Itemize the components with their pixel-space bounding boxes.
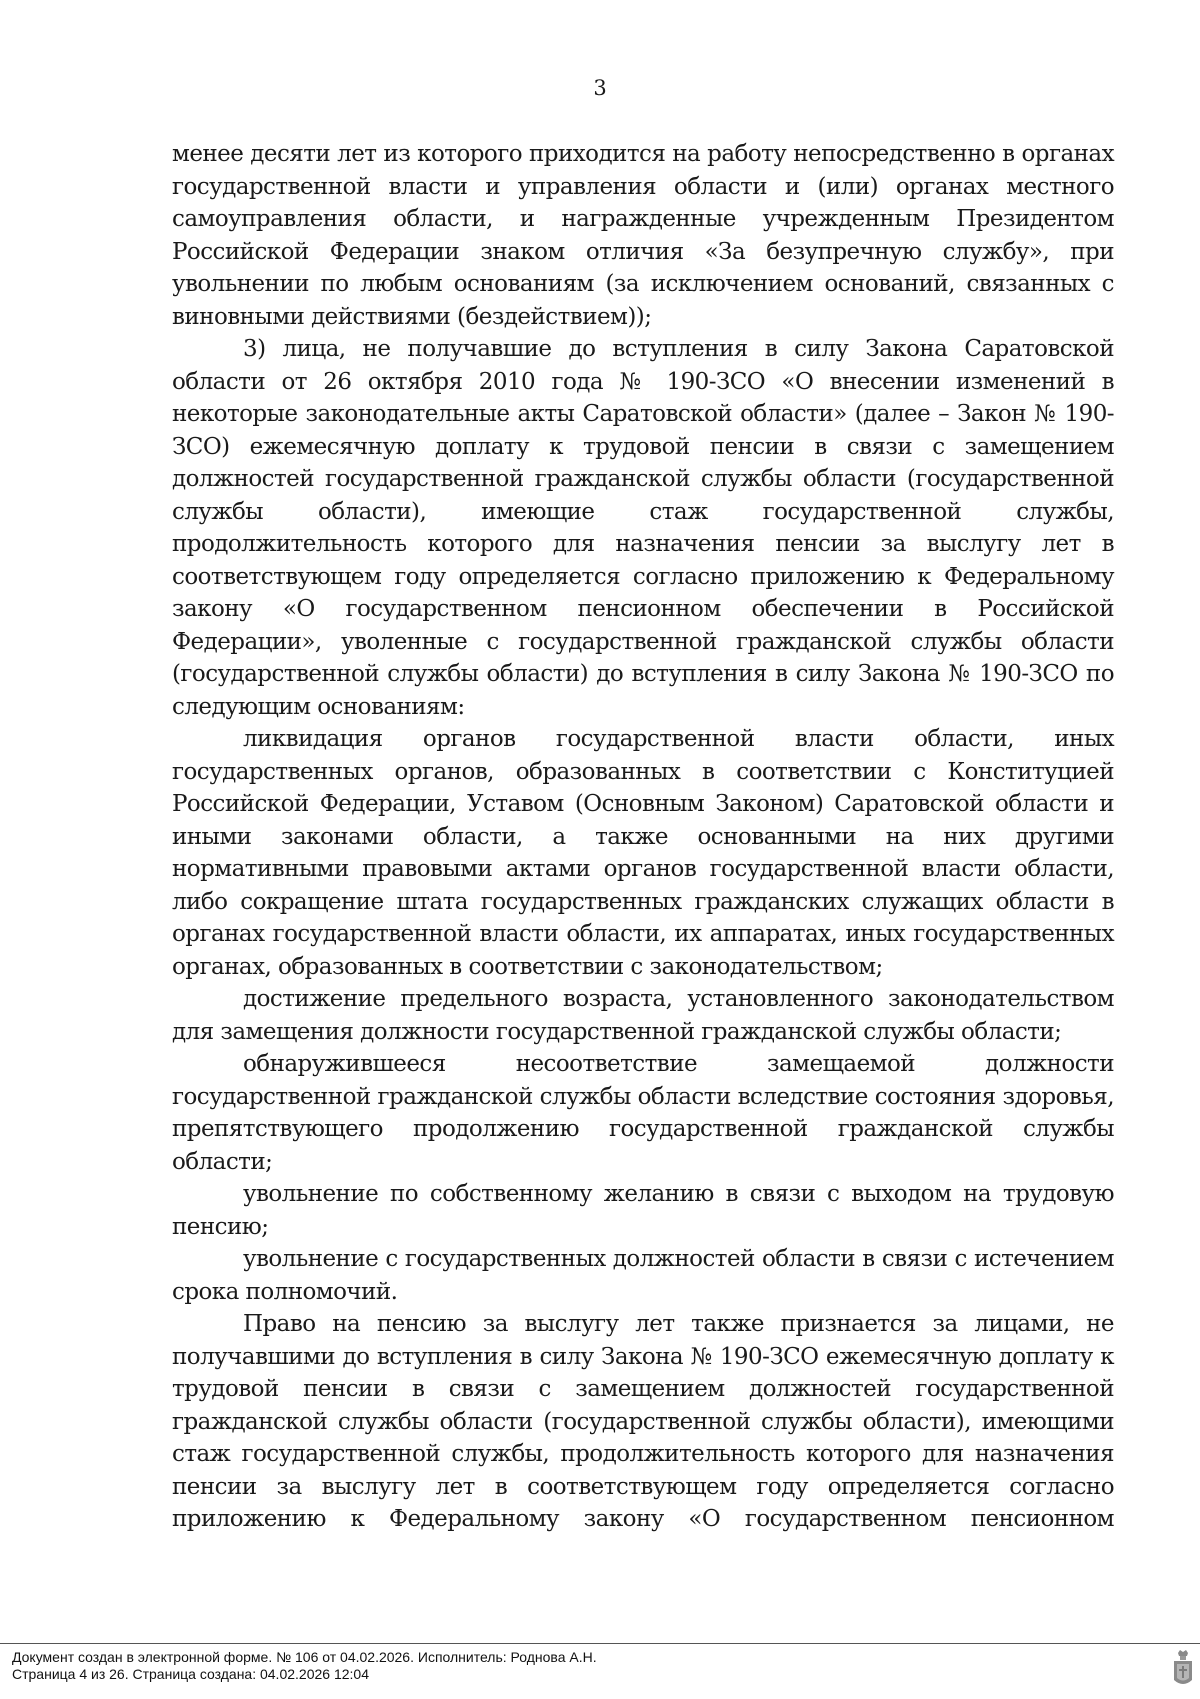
paragraph-liquidation: ликвидация органов государственной власти области, иных государственных органов, образованных в соответствии с Конституцией Российской Федерации, Уставом (Основным Законом) Саратовской области и иными законами области, а также основанными на них другими нормативными правовыми актами органов государственной власти области, либо сокращение штата государственных гражданских служащих области в органах государственной власти области, их аппаратах, иных государственных органах, образованных в соответствии с законодательством; — [172, 726, 1114, 980]
paragraph-age-limit: достижение предельного возраста, установленного законодательством для замещения должности государственной гражданской службы области; — [172, 986, 1114, 1045]
paragraph-right-to-pension: Право на пенсию за выслугу лет также признается за лицами, не получавшими до вступления в силу Закона № 190-ЗСО ежемесячную доплату к трудовой пенсии в связи с замещением должностей государственной гражданской службы области (государственной службы области), имеющими стаж государственной службы, продолжительность которого для назначения пенсии за выслугу лет в соответствующем году определяется согласно приложению к Федеральному закону «О государственном пенсионном — [172, 1311, 1114, 1532]
footer-line-document: Документ создан в электронной форме. № 106 от 04.02.2026. Исполнитель: Роднова А.Н. — [12, 1649, 597, 1665]
page-number: 3 — [593, 76, 607, 100]
paragraph-continuation: менее десяти лет из которого приходится на работу непосредственно в органах государственной власти и управления области и (или) органах местного самоуправления области, и награжденные учрежденным Президентом Российской Федерации знаком отличия «За безупречную службу», при увольнении по любым основаниям (за исключением оснований, связанных с виновными действиями (бездействием)); — [172, 141, 1114, 330]
footer-info — [12, 1649, 597, 1683]
document-footer — [0, 1643, 1200, 1699]
footer-line-page: Страница 4 из 26. Страница создана: 04.02.2026 12:04 — [12, 1666, 369, 1682]
paragraph-item-3: 3) лица, не получавшие до вступления в силу Закона Саратовской области от 26 октября 2010 года № 190-ЗСО «О внесении изменений в некоторые законодательные акты Саратовской области» (далее – Закон № 190-ЗСО) ежемесячную доплату к трудовой пенсии в связи с замещением должностей государственной гражданской службы области (государственной службы области), имеющие стаж государственной службы, продолжительность которого для назначения пенсии за выслугу лет в соответствующем году определяется согласно приложению к Федеральному закону «О государственном пенсионном обеспечении в Российской Федерации», уволенные с государственной гражданской службы области (государственной службы области) до вступления в силу Закона № 190-ЗСО по следующим основаниям: — [172, 336, 1114, 720]
paragraph-health: обнаружившееся несоответствие замещаемой должности государственной гражданской службы области вследствие состояния здоровья, препятствующего продолжению государственной гражданской службы области; — [172, 1051, 1114, 1175]
paragraph-own-will: увольнение по собственному желанию в связи с выходом на трудовую пенсию; — [172, 1181, 1114, 1240]
coat-of-arms-icon — [1172, 1650, 1194, 1690]
document-body — [172, 138, 1114, 1536]
paragraph-term-expiry: увольнение с государственных должностей области в связи с истечением срока полномочий. — [172, 1246, 1114, 1305]
